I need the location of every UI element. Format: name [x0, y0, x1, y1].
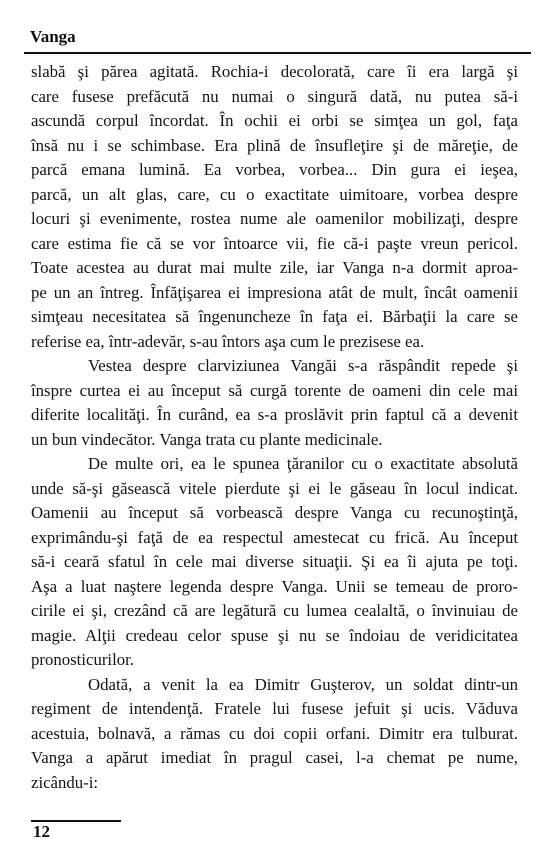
- page-number: 12: [33, 822, 50, 841]
- text-line: parcă, un alt glas, care, cu o exactitate uimitoare, vorbea despre: [31, 184, 518, 204]
- header-rule: [24, 52, 531, 54]
- text-line: slabă şi părea agitată. Rochia-i decolorată, care îi era largă şi: [31, 62, 518, 81]
- text-line: De multe ori, ea le spunea ţăranilor cu o exactitate absolută: [88, 454, 518, 473]
- text-line: înspre curtea ei au început să curgă torente de oameni din cele mai: [31, 380, 518, 400]
- text-line: locuri şi evenimente, rostea nume ale oamenilor mobilizaţi, despre: [31, 209, 518, 228]
- text-line: ascundă corpul încordat. În ochii ei orbi se simţea un gol, faţa: [31, 111, 518, 130]
- text-line: Odată, a venit la ea Dimitr Guşterov, un soldat dintr-un: [88, 674, 518, 694]
- text-line: un bun vindecător. Vanga trata cu plante medicinale.: [31, 429, 383, 449]
- text-line: Toate acestea au durat mai multe zile, iar Vanga n-a dormit aproa-: [31, 258, 518, 277]
- text-line: magie. Alţii credeau celor spuse şi nu se îndoiau de veridicitatea: [31, 625, 518, 645]
- text-line: parcă emana lumină. Ea vorbea, vorbea... Din gura ei ieşea,: [31, 160, 518, 179]
- text-line: unde să-şi găsească vitele pierdute şi ei le găseau în locul indicat.: [31, 478, 518, 498]
- text-line: însă nu i se schimbase. Era plină de însufleţire şi de măreţie, de: [31, 135, 518, 155]
- text-line: care fusese prefăcută nu numai o singură dată, nu putea să-i: [31, 86, 518, 106]
- text-line: să-i ceară sfatul în cele mai diverse situaţii. Şi ea îi ajuta pe toţi.: [31, 552, 518, 571]
- text-line: Oamenii au început să vorbească despre Vanga cu recunoştinţă,: [31, 503, 518, 522]
- text-line: zicându-i:: [31, 772, 99, 792]
- running-head: Vanga: [30, 27, 76, 46]
- text-line: pronosticurilor.: [31, 650, 135, 669]
- text-line: referise ea, într-adevăr, s-au întors aşa cum le prezisese ea.: [31, 331, 425, 351]
- text-line: simţeau necesitatea să îngenuncheze în faţa ei. Bărbaţii la care se: [31, 307, 518, 326]
- text-line: pe un an întreg. Înfăţişarea ei impresiona atât de mult, încât oamenii: [31, 282, 518, 302]
- text-line: diferite localităţi. În curând, ea s-a proslăvit prin faptul că a devenit: [31, 405, 518, 424]
- text-line: Vestea despre clarviziunea Vangăi s-a răspândit repede şi: [88, 356, 518, 375]
- text-line: Vanga a apărut imediat în pragul casei, l-a chemat pe nume,: [31, 748, 518, 767]
- body-text: [31, 60, 518, 795]
- text-line: regiment de intendenţă. Fratele lui fusese jefuit şi ucis. Văduva: [31, 699, 518, 718]
- text-line: acestuia, bolnavă, a rămas cu doi copii orfani. Dimitr era tulburat.: [31, 723, 518, 743]
- text-line: cirile ei şi, crezând că are legătură cu lumea cealaltă, o învinuiau de: [31, 601, 518, 620]
- text-line: Aşa a luat naştere legenda despre Vanga. Unii se temeau de proro-: [31, 576, 518, 596]
- text-line: exprimându-şi faţă de ea respectul amestecat cu frică. Au început: [31, 527, 518, 547]
- text-line: care estima fie că se vor întoarce vii, fie că-i paşte vreun pericol.: [31, 233, 518, 253]
